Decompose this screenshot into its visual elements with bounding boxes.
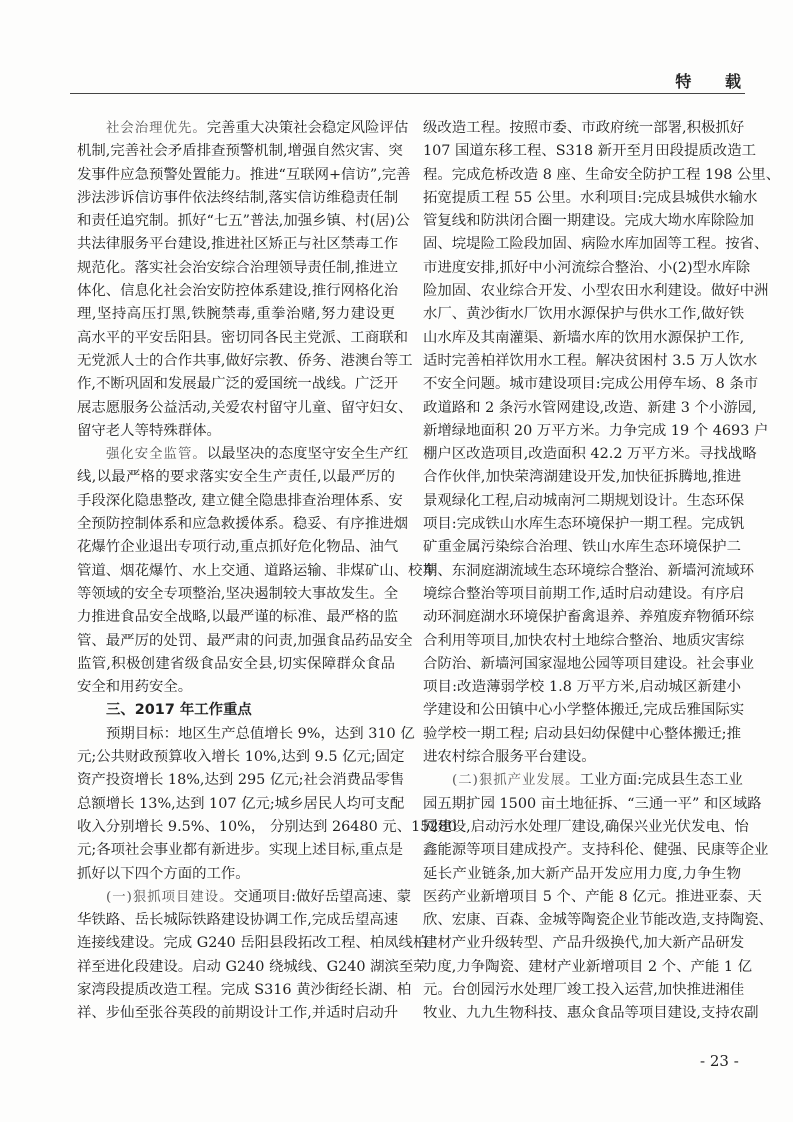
line-text: 险加固、农业综合开发、小型农田水利建设。做好中洲 [423, 283, 769, 300]
right-column [423, 117, 781, 1026]
text-line [423, 397, 757, 420]
line-text: 完善重大决策社会稳定风险评估 [206, 120, 409, 136]
line-text: 学建设和公田镇中心小学整体搬迁,完成岳雅国际实 [423, 702, 745, 719]
text-line [77, 769, 405, 792]
line-text: 进农村综合服务平台建设。 [423, 749, 596, 766]
left-column [77, 117, 457, 1026]
line-text: 以最坚决的态度坚守安全生产红 [206, 446, 409, 463]
text-line [77, 886, 412, 909]
line-text: 交通项目:做好岳望高速、蒙 [233, 888, 412, 905]
line-text: 程。完成危桥改造 8 座、生命安全防护工程 198 公里、 [423, 166, 781, 183]
line-text: 牧业、九九生物科技、惠众食品等项目建设,支持农副 [423, 1005, 759, 1022]
text-line [77, 746, 405, 769]
text-line [423, 560, 754, 583]
line-text: 网建设,启动污水处理厂建设,确保兴业光伏发电、怡 [423, 818, 749, 835]
line-text: 力推进食品安全战略,以最严谨的标准、最严格的监 [77, 609, 399, 626]
text-line [77, 583, 399, 606]
text-line [77, 373, 399, 396]
line-text: 资产投资增长 18%,达到 295 亿元;社会消费品零售 [77, 772, 405, 789]
line-text: 境综合整治等项目前期工作,适时启动建设。有序启 [423, 585, 745, 602]
line-text: 涉法涉诉信访事件依法终结制,落实信访维稳责任制 [77, 189, 399, 206]
line-text: 新增绿地面积 20 万平方米。力争完成 19 个 4693 户 [423, 422, 769, 439]
text-line [77, 210, 410, 233]
line-text: 管道、烟花爆竹、水上交通、道路运输、非煤矿山、校车 [77, 562, 437, 579]
text-line [77, 280, 399, 303]
text-line [77, 560, 437, 583]
text-line [423, 956, 752, 979]
text-line [423, 909, 773, 932]
text-line [423, 583, 745, 606]
line-text: 高水平的平安岳阳县。密切同各民主党派、工商联和 [77, 329, 408, 346]
line-text: 医药产业新增项目 5 个、产能 8 亿元。推进亚泰、天 [423, 888, 762, 905]
text-line [423, 350, 758, 373]
text-line [423, 420, 769, 443]
line-text: 家湾段提质改造工程。完成 S316 黄沙街经长湖、柏 [77, 981, 412, 998]
text-line [423, 140, 756, 163]
text-line [77, 164, 411, 187]
text-line [423, 187, 758, 210]
line-text: 建材产业升级转型、产品升级换代,加大新产品研发 [423, 935, 745, 952]
paragraph-lead-heading: (一)狠抓项目建设。 [106, 889, 234, 905]
line-text: 祥、步仙至张谷英段的前期设计工作,并适时启动升 [77, 1005, 399, 1022]
text-line [77, 1002, 399, 1025]
line-text: 山水库及其南灌渠、新墙水库的饮用水源保护工作, [423, 329, 745, 346]
text-line [423, 653, 754, 676]
page-number: - 23 - [700, 1052, 739, 1070]
line-text: 共法律服务平台建设,推进社区矫正与社区禁毒工作 [77, 236, 399, 253]
text-line [77, 723, 415, 746]
text-line [423, 1002, 759, 1025]
line-text: 拓宽提质工程 55 公里。水利项目:完成县城供水输水 [423, 189, 758, 206]
line-text: 力度,力争陶瓷、建材产业新增项目 2 个、产能 1 亿 [423, 958, 752, 975]
text-line [423, 303, 745, 326]
line-text: 华铁路、岳长城际铁路建设协调工作,完成岳望高速 [77, 912, 399, 929]
text-line [77, 490, 403, 513]
text-line [423, 490, 745, 513]
text-line [423, 117, 745, 140]
line-text: 级改造工程。按照市委、市政府统一部署,积极抓好 [423, 120, 745, 136]
line-text: 项目:改造薄弱学校 1.8 万平方米,启动城区新建小 [423, 679, 741, 696]
line-text: 不安全问题。城市建设项目:完成公用停车场、8 条市 [423, 376, 759, 393]
text-line [77, 117, 409, 140]
line-text: 无党派人士的合作共事,做好宗教、侨务、港澳台等工 [77, 352, 413, 369]
text-line [423, 164, 781, 187]
paragraph-lead-heading: 强化安全监管。 [106, 447, 207, 463]
line-text: 全预防控制体系和应急救援体系。稳妥、有序推进烟 [77, 516, 408, 533]
text-line [423, 816, 749, 839]
line-text: 适时完善柏祥饮用水工程。解决贫困村 3.5 万人饮水 [423, 352, 758, 369]
text-line [77, 513, 408, 536]
text-line [77, 466, 395, 489]
text-line [423, 723, 741, 746]
text-line [77, 140, 403, 163]
line-text: 景观绿化工程,启动城南河二期规划设计。生态环保 [423, 492, 745, 509]
line-text: 鑫能源等项目建成投产。支持科伦、健强、民康等企业 [423, 842, 769, 859]
text-line [423, 746, 741, 769]
text-line [77, 606, 399, 629]
line-text: 总额增长 13%,达到 107 亿元;城乡居民人均可支配 [77, 795, 405, 812]
line-text: 市进度安排,抓好中小河流综合整治、小(2)型水库除 [423, 259, 751, 276]
line-text: 线,以最严格的要求落实安全生产责任,以最严厉的 [77, 469, 395, 486]
line-text: 预期目标：地区生产总值增长 9%，达到 310 亿 [106, 725, 415, 742]
text-line [77, 420, 395, 443]
text-line [423, 443, 757, 466]
line-text: 规范化。落实社会治安综合治理领导责任制,推进立 [77, 259, 399, 276]
text-line [77, 350, 413, 373]
text-line [423, 536, 741, 559]
text-line [77, 863, 395, 886]
text-line [77, 303, 395, 326]
text-line [423, 793, 762, 816]
line-text: 矿重金属污染综合治理、铁山水库生态环境保护二 [423, 539, 741, 556]
text-line [423, 210, 754, 233]
line-text: 期、东洞庭湖流域生态环境综合整治、新墙河流域环 [423, 562, 754, 579]
line-text: 动环洞庭湖水环境保护畜禽退养、养殖废弃物循环综 [423, 609, 754, 626]
text-line [77, 839, 404, 862]
text-line [423, 466, 741, 489]
line-text: 元;各项社会事业都有新进步。实现上述目标,重点是 [77, 842, 404, 859]
line-text: 管复线和防洪闭合圈一期建设。完成大坳水库除险加 [423, 213, 754, 230]
line-text: 理,坚持高压打黑,铁腕禁毒,重拳治赌,努力建设更 [77, 306, 395, 323]
text-line [77, 233, 399, 256]
text-line [423, 257, 751, 280]
line-text: 合防治、新墙河国家湿地公园等项目建设。社会事业 [423, 655, 754, 672]
line-text: 发事件应急预警处置能力。推进“互联网+信访”,完善 [77, 166, 411, 183]
line-text: 欣、宏康、百森、金城等陶瓷企业节能改造,支持陶瓷、 [423, 912, 773, 929]
text-line [423, 886, 762, 909]
text-line [77, 536, 399, 559]
line-text: 收入分别增长 9.5%、10%， 分别达到 26480 元、15280 [77, 818, 457, 835]
text-line [77, 397, 413, 420]
text-line [77, 653, 395, 676]
text-line [77, 932, 428, 955]
text-line [77, 909, 399, 932]
line-text: 监管,积极创建省级食品安全县,切实保障群众食品 [77, 655, 395, 672]
line-text: 棚户区改造项目,改造面积 42.2 万平方米。寻找战略 [423, 446, 757, 463]
section-title: 特 载 [675, 72, 755, 91]
line-text: 安全和用药安全。 [77, 679, 193, 696]
line-text: 元。台创园污水处理厂竣工投入运营,加快推进湘佳 [423, 981, 745, 998]
line-text: 管、最严厉的处罚、最严肃的问责,加强食品药品安全 [77, 632, 413, 649]
text-line [423, 513, 745, 536]
line-text: 体化、信息化社会治安防控体系建设,推行网格化治 [77, 283, 399, 300]
header-rule [70, 93, 745, 94]
text-line [423, 979, 745, 1002]
line-text: 固、垸堤险工险段加固、病险水库加固等工程。按省、 [423, 236, 769, 253]
line-text: 政道路和 2 条污水管网建设,改造、新建 3 个小游园, [423, 399, 757, 416]
line-text: 手段深化隐患整改, 建立健全隐患排查治理体系、安 [77, 492, 403, 509]
text-line [423, 280, 769, 303]
text-line [423, 839, 769, 862]
text-line [77, 956, 428, 979]
line-text: 元;公共财政预算收入增长 10%,达到 9.5 亿元;固定 [77, 749, 405, 766]
text-line [423, 699, 745, 722]
line-text: 展志愿服务公益活动,关爱农村留守儿童、留守妇女、 [77, 399, 413, 416]
text-line [423, 676, 741, 699]
text-line [423, 373, 759, 396]
text-line [423, 630, 745, 653]
text-line [423, 606, 754, 629]
line-text: 107 国道东移工程、S318 新开至月田段提质改造工 [423, 143, 756, 160]
text-line [77, 630, 413, 653]
line-text: 工业方面:完成县生态工业 [579, 772, 743, 789]
text-line [77, 979, 412, 1002]
line-text: 花爆竹企业退出专项行动,重点抓好危化物品、油气 [77, 539, 399, 556]
line-text: 园五期扩园 1500 亩土地征拆、“三通一平” 和区域路 [423, 795, 762, 812]
line-text: 延长产业链条,加大新产品开发应用力度,力争生物 [423, 865, 741, 882]
line-text: 机制,完善社会矛盾排查预警机制,增强自然灾害、突 [77, 143, 403, 160]
line-text: 三、2017 年工作重点 [106, 702, 252, 719]
line-text: 项目:完成铁山水库生态环境保护一期工程。完成钒 [423, 516, 745, 533]
line-text: 验学校一期工程; 启动县妇幼保健中心整体搬迁;推 [423, 725, 741, 742]
line-text: 作,不断巩固和发展最广泛的爱国统一战线。广泛开 [77, 376, 399, 393]
text-line [77, 257, 399, 280]
line-text: 等领域的安全专项整治,坚决遏制较大事故发生。全 [77, 585, 399, 602]
text-line [77, 327, 408, 350]
line-text: 和责任追究制。抓好“七五”普法,加强乡镇、村(居)公 [77, 213, 410, 230]
line-text: 祥至进化段建设。启动 G240 绕城线、G240 湖滨至荣 [77, 958, 428, 975]
section-heading [77, 699, 395, 722]
line-text: 水厂、黄沙街水厂饮用水源保护与供水工作,做好铁 [423, 306, 745, 323]
text-line [423, 863, 741, 886]
line-text: 连接线建设。完成 G240 岳阳县段拓改工程、柏凤线柏 [77, 935, 428, 952]
text-line [423, 233, 769, 256]
paragraph-lead-heading: (二)狠抓产业发展。 [452, 773, 580, 789]
text-line [77, 676, 395, 699]
line-text: 合作伙伴,加快荣湾湖建设开发,加快征拆腾地,推进 [423, 469, 741, 486]
paragraph-lead-heading: 社会治理优先。 [106, 121, 207, 136]
text-line [423, 327, 745, 350]
text-line [77, 793, 405, 816]
text-line [423, 769, 741, 792]
text-line [77, 443, 409, 466]
text-line [77, 187, 399, 210]
line-text: 留守老人等特殊群体。 [77, 422, 221, 439]
line-text: 抓好以下四个方面的工作。 [77, 865, 250, 882]
line-text: 合利用等项目,加快农村土地综合整治、地质灾害综 [423, 632, 745, 649]
text-line [423, 932, 745, 955]
text-line [77, 816, 457, 839]
